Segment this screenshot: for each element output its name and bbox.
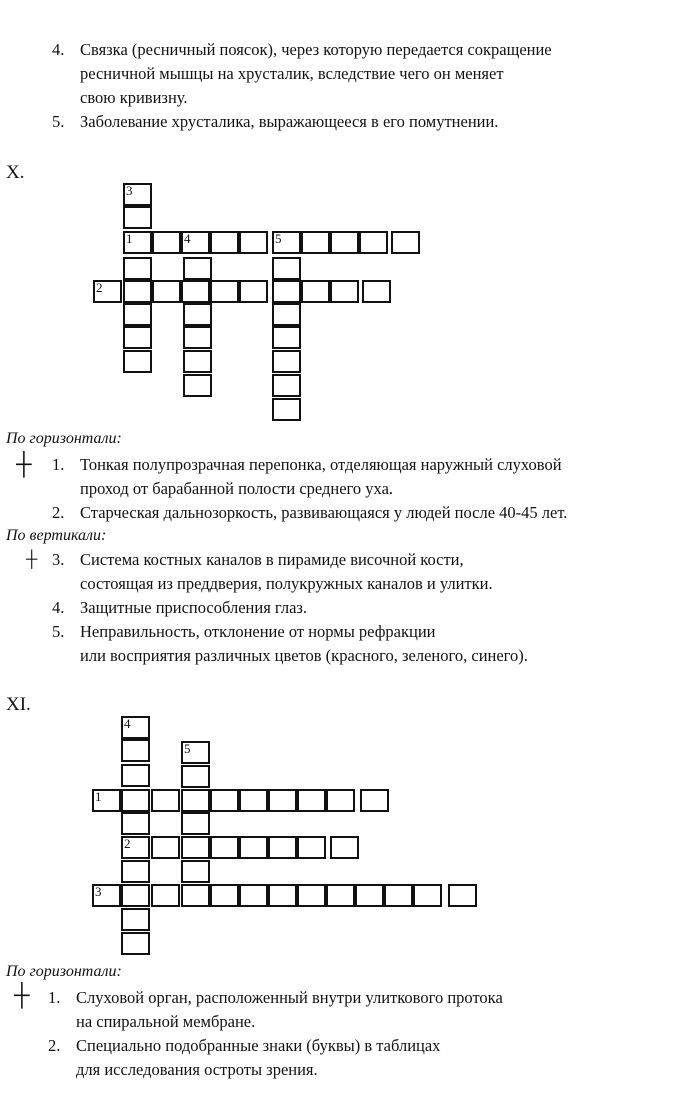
cw-xi-cell[interactable] xyxy=(210,884,239,907)
cw-xi-cell[interactable] xyxy=(448,884,477,907)
cw-x-cell[interactable] xyxy=(272,280,301,303)
cw-x-cell[interactable] xyxy=(272,350,301,373)
cw-x-clue-number-3: 3 xyxy=(126,183,133,198)
x-across-1-number: 1. xyxy=(52,455,65,474)
cw-x-cell[interactable] xyxy=(123,257,152,280)
xi-across-1-line-1: Слуховой орган, расположенный внутри улиткового протока xyxy=(76,988,503,1007)
cw-x-clue-number-5: 5 xyxy=(275,231,282,246)
x-down-3-number: 3. xyxy=(52,550,65,569)
cw-x-cell[interactable] xyxy=(181,280,210,303)
cw-xi-cell[interactable] xyxy=(92,789,121,812)
cw-xi-cell[interactable] xyxy=(181,765,210,788)
cw-x-cell[interactable] xyxy=(123,280,152,303)
cw-x-cell[interactable] xyxy=(301,280,330,303)
cw-x-cell[interactable] xyxy=(183,257,212,280)
cw-x-cell[interactable] xyxy=(93,280,122,303)
cw-xi-cell[interactable] xyxy=(210,789,239,812)
section-x-down-header: По вертикали: xyxy=(6,527,107,544)
cw-x-cell[interactable] xyxy=(152,231,181,254)
cw-xi-cell[interactable] xyxy=(92,884,121,907)
cw-xi-cell[interactable] xyxy=(326,884,355,907)
cw-x-clue-number-4: 4 xyxy=(184,231,191,246)
cw-x-cell[interactable] xyxy=(272,326,301,349)
handwritten-cross-icon: ┼ xyxy=(16,451,32,476)
x-across-2-number: 2. xyxy=(52,503,65,522)
cw-xi-cell[interactable] xyxy=(181,884,210,907)
cw-xi-cell[interactable] xyxy=(268,789,297,812)
cw-xi-cell[interactable] xyxy=(210,836,239,859)
cw-xi-cell[interactable] xyxy=(384,884,413,907)
cw-xi-cell[interactable] xyxy=(121,860,150,883)
cw-x-cell[interactable] xyxy=(123,183,152,206)
cw-x-cell[interactable] xyxy=(123,326,152,349)
cw-xi-cell[interactable] xyxy=(121,812,150,835)
x-down-5-line-1: Неправильность, отклонение от нормы рефракции xyxy=(80,622,436,641)
cw-xi-cell[interactable] xyxy=(360,789,389,812)
cw-x-cell[interactable] xyxy=(210,231,239,254)
handwritten-cross-icon: ┼ xyxy=(14,982,30,1007)
cw-x-cell[interactable] xyxy=(183,303,212,326)
cw-xi-cell[interactable] xyxy=(121,789,150,812)
cw-xi-cell[interactable] xyxy=(326,789,355,812)
cw-x-cell[interactable] xyxy=(181,231,210,254)
cw-xi-clue-number-1: 1 xyxy=(95,789,102,804)
cw-xi-cell[interactable] xyxy=(239,789,268,812)
handwritten-cross-icon: ┼ xyxy=(26,551,38,568)
cw-xi-cell[interactable] xyxy=(239,836,268,859)
x-down-5-number: 5. xyxy=(52,622,65,641)
cw-xi-cell[interactable] xyxy=(181,836,210,859)
cw-xi-clue-number-4: 4 xyxy=(124,716,131,731)
xi-across-2-line-1: Специально подобранные знаки (буквы) в таблицах xyxy=(76,1036,441,1055)
cw-xi-cell[interactable] xyxy=(181,789,210,812)
cw-x-cell[interactable] xyxy=(272,398,301,421)
top-item-4-line-3: свою кривизну. xyxy=(80,88,188,107)
top-item-5-number: 5. xyxy=(52,112,65,131)
cw-xi-cell[interactable] xyxy=(121,908,150,931)
cw-xi-cell[interactable] xyxy=(330,836,359,859)
cw-x-cell[interactable] xyxy=(239,280,268,303)
cw-x-cell[interactable] xyxy=(362,280,391,303)
cw-xi-clue-number-2: 2 xyxy=(124,836,131,851)
cw-x-cell[interactable] xyxy=(301,231,330,254)
cw-xi-clue-number-3: 3 xyxy=(95,884,102,899)
cw-xi-cell[interactable] xyxy=(413,884,442,907)
cw-x-cell[interactable] xyxy=(272,374,301,397)
cw-xi-cell[interactable] xyxy=(181,860,210,883)
section-xi-title: XI. xyxy=(6,694,31,715)
cw-xi-cell[interactable] xyxy=(151,884,180,907)
cw-x-cell[interactable] xyxy=(391,231,420,254)
cw-xi-cell[interactable] xyxy=(297,884,326,907)
cw-x-cell[interactable] xyxy=(359,231,388,254)
top-item-4-number: 4. xyxy=(52,40,65,59)
cw-x-cell[interactable] xyxy=(272,303,301,326)
top-item-4-line-2: ресничной мышцы на хрусталик, вследствие чего он меняет xyxy=(80,64,504,83)
cw-xi-cell[interactable] xyxy=(181,812,210,835)
cw-xi-cell[interactable] xyxy=(297,789,326,812)
cw-xi-cell[interactable] xyxy=(121,764,150,787)
cw-x-cell[interactable] xyxy=(183,350,212,373)
cw-x-cell[interactable] xyxy=(210,280,239,303)
cw-x-cell[interactable] xyxy=(272,257,301,280)
cw-x-cell[interactable] xyxy=(123,206,152,229)
xi-across-2-line-2: для исследования остроты зрения. xyxy=(76,1060,318,1079)
cw-x-cell[interactable] xyxy=(330,280,359,303)
x-down-5-line-2: или восприятия различных цветов (красного, зеленого, синего). xyxy=(80,646,528,665)
cw-x-cell[interactable] xyxy=(123,350,152,373)
x-down-4-number: 4. xyxy=(52,598,65,617)
x-down-3-line-1: Система костных каналов в пирамиде височной кости, xyxy=(80,550,464,569)
cw-xi-cell[interactable] xyxy=(121,739,150,762)
x-down-4-line-1: Защитные приспособления глаз. xyxy=(80,598,308,617)
section-x-title: X. xyxy=(6,162,25,183)
x-across-1-line-1: Тонкая полупрозрачная перепонка, отделяющая наружный слуховой xyxy=(80,455,562,474)
xi-across-2-number: 2. xyxy=(48,1036,61,1055)
xi-across-1-number: 1. xyxy=(48,988,61,1007)
section-x-across-header: По горизонтали: xyxy=(6,430,122,447)
cw-x-cell[interactable] xyxy=(239,231,268,254)
cw-xi-cell[interactable] xyxy=(297,836,326,859)
xi-across-1-line-2: на спиральной мембране. xyxy=(76,1012,256,1031)
cw-x-clue-number-2: 2 xyxy=(96,280,103,295)
cw-xi-cell[interactable] xyxy=(239,884,268,907)
top-item-4-line-1: Связка (ресничный поясок), через которую передается сокращение xyxy=(80,40,552,59)
x-across-1-line-2: проход от барабанной полости среднего уха. xyxy=(80,479,394,498)
cw-xi-cell[interactable] xyxy=(121,884,150,907)
cw-x-cell[interactable] xyxy=(183,374,212,397)
cw-xi-cell[interactable] xyxy=(268,836,297,859)
cw-xi-cell[interactable] xyxy=(181,741,210,764)
cw-x-cell[interactable] xyxy=(330,231,359,254)
cw-xi-clue-number-5: 5 xyxy=(184,741,191,756)
cw-xi-cell[interactable] xyxy=(355,884,384,907)
cw-x-cell[interactable] xyxy=(152,280,181,303)
cw-xi-cell[interactable] xyxy=(121,716,150,739)
x-across-2-line-1: Старческая дальнозоркость, развивающаяся у людей после 40-45 лет. xyxy=(80,503,568,522)
top-item-5-line-1: Заболевание хрусталика, выражающееся в его помутнении. xyxy=(80,112,499,131)
cw-x-clue-number-1: 1 xyxy=(126,231,133,246)
cw-xi-cell[interactable] xyxy=(151,836,180,859)
cw-x-cell[interactable] xyxy=(123,303,152,326)
cw-xi-cell[interactable] xyxy=(121,932,150,955)
cw-xi-cell[interactable] xyxy=(151,789,180,812)
cw-x-cell[interactable] xyxy=(123,231,152,254)
cw-x-cell[interactable] xyxy=(272,231,301,254)
x-down-3-line-2: состоящая из преддверия, полукружных каналов и улитки. xyxy=(80,574,493,593)
cw-xi-cell[interactable] xyxy=(121,836,150,859)
cw-x-cell[interactable] xyxy=(183,326,212,349)
cw-xi-cell[interactable] xyxy=(268,884,297,907)
section-xi-across-header: По горизонтали: xyxy=(6,963,122,980)
